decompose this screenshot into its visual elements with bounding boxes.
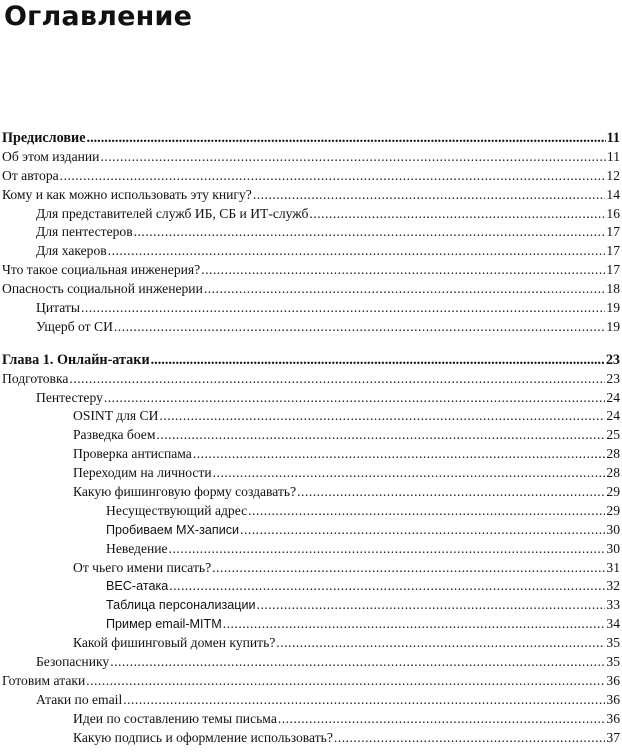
toc-entry-title: OSINT для СИ xyxy=(73,408,159,424)
dot-leader xyxy=(86,672,605,691)
toc-entry-title: Глава 1. Онлайн-атаки xyxy=(2,351,150,368)
toc-entry-title: От автора xyxy=(2,167,59,183)
toc-entry-title: Пробиваем MX-записи xyxy=(106,522,240,537)
toc-page-number: 19 xyxy=(606,300,620,316)
toc-page-number: 17 xyxy=(606,262,620,278)
toc-page-number: 16 xyxy=(606,205,620,221)
toc-page-number: 23 xyxy=(606,370,620,386)
toc-page-number: 32 xyxy=(606,578,620,594)
toc-entry-title: Таблица персонализации xyxy=(106,598,256,613)
dot-leader xyxy=(87,129,606,148)
toc-entry[interactable] xyxy=(0,299,622,318)
dot-leader xyxy=(134,223,606,242)
toc-entry[interactable] xyxy=(0,426,622,445)
table-of-contents xyxy=(0,129,622,748)
toc-entry[interactable] xyxy=(0,370,622,389)
toc-entry-title: Пентестеру xyxy=(36,389,103,405)
toc-entry-title: Неведение xyxy=(106,540,168,556)
toc-entry-title: Разведка боем xyxy=(73,427,156,443)
dot-leader xyxy=(169,577,605,596)
toc-page-number: 17 xyxy=(606,243,620,259)
dot-leader xyxy=(110,653,605,672)
toc-entry[interactable] xyxy=(0,242,622,261)
dot-leader xyxy=(212,559,605,578)
toc-entry-title: Ущерб от СИ xyxy=(36,318,113,334)
dot-leader xyxy=(213,464,606,483)
toc-page-number: 25 xyxy=(606,427,620,443)
toc-page-number: 28 xyxy=(606,465,620,481)
toc-entry-title: Идеи по составлению темы письма xyxy=(73,710,277,726)
toc-page-number: 14 xyxy=(606,186,620,202)
dot-leader xyxy=(104,389,606,408)
toc-entry-title: Кому и как можно использовать эту книгу? xyxy=(2,186,252,202)
toc-entry-title: Какую фишинговую форму создавать? xyxy=(73,484,297,500)
toc-entry[interactable] xyxy=(0,653,622,672)
toc-section xyxy=(0,351,622,748)
dot-leader xyxy=(151,351,605,370)
toc-entry-title: Проверка антиспама xyxy=(73,446,192,462)
toc-page-number: 24 xyxy=(606,408,620,424)
toc-entry-title: Переходим на личности xyxy=(73,465,212,481)
toc-page-number: 31 xyxy=(606,559,620,575)
toc-entry[interactable] xyxy=(0,540,622,559)
toc-entry-title: Какой фишинговый домен купить? xyxy=(73,635,276,651)
toc-entry[interactable] xyxy=(0,729,622,748)
toc-page-number: 36 xyxy=(606,672,620,688)
toc-page-number: 28 xyxy=(606,446,620,462)
dot-leader xyxy=(69,370,605,389)
dot-leader xyxy=(114,318,606,337)
toc-entry[interactable] xyxy=(0,280,622,299)
toc-entry[interactable] xyxy=(0,672,622,691)
toc-entry-title: Для хакеров xyxy=(36,243,107,259)
toc-page-number: 35 xyxy=(606,635,620,651)
dot-leader xyxy=(297,483,605,502)
toc-entry-title: Подготовка xyxy=(2,370,69,386)
toc-entry-title: Какую подпись и оформление использовать? xyxy=(73,729,333,745)
dot-leader xyxy=(253,186,606,205)
toc-entry[interactable] xyxy=(0,615,622,634)
toc-entry[interactable] xyxy=(0,261,622,280)
toc-entry[interactable] xyxy=(0,691,622,710)
dot-leader xyxy=(257,596,606,615)
toc-entry[interactable] xyxy=(0,559,622,578)
toc-page-number: 30 xyxy=(606,540,620,556)
dot-leader xyxy=(159,407,605,426)
dot-leader xyxy=(60,167,606,186)
dot-leader xyxy=(309,205,605,224)
toc-page-number: 36 xyxy=(606,691,620,707)
toc-entry[interactable] xyxy=(0,577,622,596)
dot-leader xyxy=(278,710,606,729)
toc-page-number: 29 xyxy=(606,484,620,500)
toc-entry[interactable] xyxy=(0,223,622,242)
toc-entry-title: Безопаснику xyxy=(36,654,110,670)
toc-entry-title: Готовим атаки xyxy=(2,672,86,688)
toc-entry-title: Атаки по email xyxy=(36,691,123,707)
toc-page-number: 17 xyxy=(606,224,620,240)
dot-leader xyxy=(100,148,605,167)
toc-page-number: 19 xyxy=(606,318,620,334)
toc-chapter-entry[interactable] xyxy=(0,129,622,148)
toc-page-number: 23 xyxy=(605,351,620,368)
toc-entry-title: От чьего имени писать? xyxy=(73,559,212,575)
toc-entry-title: Для пентестеров xyxy=(36,224,133,240)
toc-entry-title: Что такое социальная инженерия? xyxy=(2,262,201,278)
toc-page-number: 29 xyxy=(606,502,620,518)
toc-entry[interactable] xyxy=(0,634,622,653)
dot-leader xyxy=(240,521,605,540)
dot-leader xyxy=(156,426,605,445)
toc-page-number: 37 xyxy=(606,729,620,745)
dot-leader xyxy=(248,502,605,521)
toc-entry[interactable] xyxy=(0,445,622,464)
toc-page-number: 11 xyxy=(606,148,620,164)
toc-page-number: 33 xyxy=(606,597,620,613)
toc-page-number: 30 xyxy=(606,521,620,537)
dot-leader xyxy=(169,540,606,559)
dot-leader xyxy=(334,729,606,748)
dot-leader xyxy=(223,615,606,634)
dot-leader xyxy=(204,280,606,299)
toc-entry-title: Опасность социальной инженерии xyxy=(2,281,203,297)
toc-entry[interactable] xyxy=(0,521,622,540)
toc-entry[interactable] xyxy=(0,318,622,337)
toc-entry-title: BEC-атака xyxy=(106,579,169,594)
toc-page-number: 11 xyxy=(606,130,620,146)
toc-entry-title: Для представителей служб ИБ, СБ и ИТ-служб xyxy=(36,205,309,221)
toc-chapter-entry[interactable] xyxy=(0,351,622,370)
toc-entry[interactable] xyxy=(0,596,622,615)
toc-entry[interactable] xyxy=(0,186,622,205)
dot-leader xyxy=(276,634,605,653)
dot-leader xyxy=(81,299,605,318)
toc-entry[interactable] xyxy=(0,407,622,426)
toc-entry-title: Пример email-MITM xyxy=(106,617,222,632)
toc-entry-title: Об этом издании xyxy=(2,148,100,164)
page-title: Оглавление xyxy=(4,1,193,32)
dot-leader xyxy=(201,261,605,280)
toc-entry[interactable] xyxy=(0,148,622,167)
toc-page-number: 34 xyxy=(606,616,620,632)
dot-leader xyxy=(108,242,606,261)
toc-page-number: 35 xyxy=(606,654,620,670)
toc-entry[interactable] xyxy=(0,710,622,729)
toc-entry-title: Несуществующий адрес xyxy=(106,502,248,518)
dot-leader xyxy=(123,691,605,710)
toc-entry[interactable] xyxy=(0,167,622,186)
toc-section xyxy=(0,129,622,337)
toc-page-number: 12 xyxy=(606,167,620,183)
dot-leader xyxy=(193,445,606,464)
toc-entry[interactable] xyxy=(0,483,622,502)
toc-entry-title: Предисловие xyxy=(2,130,86,146)
toc-entry[interactable] xyxy=(0,464,622,483)
toc-entry[interactable] xyxy=(0,502,622,521)
toc-entry[interactable] xyxy=(0,205,622,224)
toc-entry[interactable] xyxy=(0,389,622,408)
toc-page-number: 24 xyxy=(606,389,620,405)
toc-page-number: 18 xyxy=(606,281,620,297)
toc-page-number: 36 xyxy=(606,710,620,726)
toc-entry-title: Цитаты xyxy=(36,300,80,316)
